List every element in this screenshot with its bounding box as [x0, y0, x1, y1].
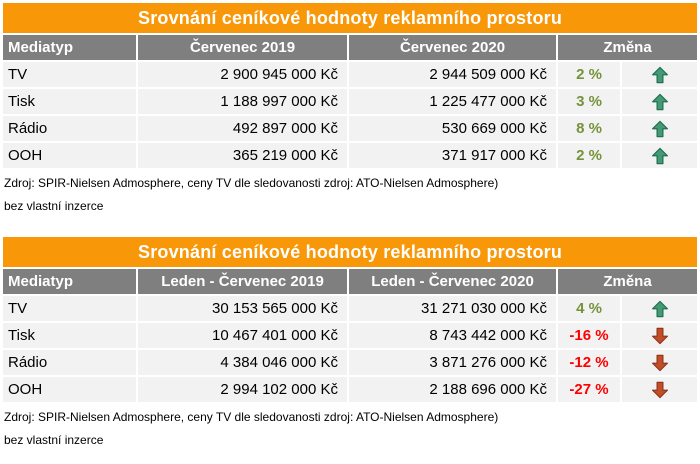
table-row-radio	[3, 350, 697, 375]
col-header-period-2019: Leden - Červenec 2019	[138, 269, 347, 294]
value-2019-cell: 1 188 997 000 Kč	[138, 89, 347, 114]
mediatype-cell: OOH	[3, 143, 136, 168]
down-arrow-icon	[651, 381, 669, 399]
source-note: Zdroj: SPIR-Nielsen Admosphere, ceny TV dle sledovanosti zdroj: ATO-Nielsen Admosphere)	[4, 176, 499, 190]
mediatype-cell: TV	[3, 296, 136, 321]
change-percent-cell: 2 %	[558, 143, 620, 168]
col-header-mediatyp: Mediatyp	[3, 35, 136, 60]
value-2020-cell: 3 871 276 000 Kč	[349, 350, 556, 375]
col-header-mediatyp: Mediatyp	[3, 269, 136, 294]
value-2020-cell: 1 225 477 000 Kč	[349, 89, 556, 114]
up-arrow-icon	[651, 93, 669, 111]
table-row-tisk	[3, 323, 697, 348]
table-row-tisk	[3, 89, 697, 114]
trend-arrow-cell	[622, 350, 697, 375]
header-row	[3, 35, 697, 60]
value-2019-cell: 10 467 401 000 Kč	[138, 323, 347, 348]
down-arrow-icon	[651, 327, 669, 345]
trend-arrow-cell	[622, 116, 697, 141]
change-percent-cell: -27 %	[558, 377, 620, 402]
value-2019-cell: 2 994 102 000 Kč	[138, 377, 347, 402]
col-header-period-2019: Červenec 2019	[138, 35, 347, 60]
up-arrow-icon	[651, 120, 669, 138]
change-percent-cell: 3 %	[558, 89, 620, 114]
up-arrow-icon	[651, 147, 669, 165]
value-2020-cell: 371 917 000 Kč	[349, 143, 556, 168]
table-title: Srovnání ceníkové hodnoty reklamního prostoru	[3, 3, 697, 33]
mediatype-cell: OOH	[3, 377, 136, 402]
monthly-comparison-table	[1, 1, 699, 170]
trend-arrow-cell	[622, 62, 697, 87]
table-title: Srovnání ceníkové hodnoty reklamního prostoru	[3, 237, 697, 267]
table-row-ooh	[3, 143, 697, 168]
table-row-radio	[3, 116, 697, 141]
mediatype-cell: Tisk	[3, 89, 136, 114]
value-2020-cell: 530 669 000 Kč	[349, 116, 556, 141]
value-2019-cell: 4 384 046 000 Kč	[138, 350, 347, 375]
table-row-ooh	[3, 377, 697, 402]
table-row-tv	[3, 62, 697, 87]
col-header-period-2020: Leden - Červenec 2020	[349, 269, 556, 294]
trend-arrow-cell	[622, 89, 697, 114]
change-percent-cell: 8 %	[558, 116, 620, 141]
change-percent-cell: 2 %	[558, 62, 620, 87]
value-2019-cell: 2 900 945 000 Kč	[138, 62, 347, 87]
source-note-own-ads: bez vlastní inzerce	[4, 199, 104, 213]
change-percent-cell: -16 %	[558, 323, 620, 348]
down-arrow-icon	[651, 354, 669, 372]
trend-arrow-cell	[622, 323, 697, 348]
mediatype-cell: Rádio	[3, 350, 136, 375]
trend-arrow-cell	[622, 296, 697, 321]
col-header-change: Změna	[558, 269, 697, 294]
trend-arrow-cell	[622, 377, 697, 402]
value-2019-cell: 365 219 000 Kč	[138, 143, 347, 168]
up-arrow-icon	[651, 300, 669, 318]
value-2020-cell: 2 188 696 000 Kč	[349, 377, 556, 402]
col-header-period-2020: Červenec 2020	[349, 35, 556, 60]
mediatype-cell: TV	[3, 62, 136, 87]
trend-arrow-cell	[622, 143, 697, 168]
source-note-own-ads: bez vlastní inzerce	[4, 433, 104, 447]
value-2020-cell: 8 743 442 000 Kč	[349, 323, 556, 348]
mediatype-cell: Tisk	[3, 323, 136, 348]
col-header-change: Změna	[558, 35, 697, 60]
source-note: Zdroj: SPIR-Nielsen Admosphere, ceny TV dle sledovanosti zdroj: ATO-Nielsen Admosphere)	[4, 410, 499, 424]
change-percent-cell: 4 %	[558, 296, 620, 321]
monthly-comparison-section	[1, 1, 699, 213]
mediatype-cell: Rádio	[3, 116, 136, 141]
header-row	[3, 269, 697, 294]
up-arrow-icon	[651, 66, 669, 84]
value-2020-cell: 2 944 509 000 Kč	[349, 62, 556, 87]
title-row	[3, 3, 697, 33]
ytd-comparison-table	[1, 235, 699, 404]
value-2019-cell: 30 153 565 000 Kč	[138, 296, 347, 321]
ytd-comparison-section	[1, 235, 699, 447]
value-2020-cell: 31 271 030 000 Kč	[349, 296, 556, 321]
table-row-tv	[3, 296, 697, 321]
value-2019-cell: 492 897 000 Kč	[138, 116, 347, 141]
title-row	[3, 237, 697, 267]
change-percent-cell: -12 %	[558, 350, 620, 375]
